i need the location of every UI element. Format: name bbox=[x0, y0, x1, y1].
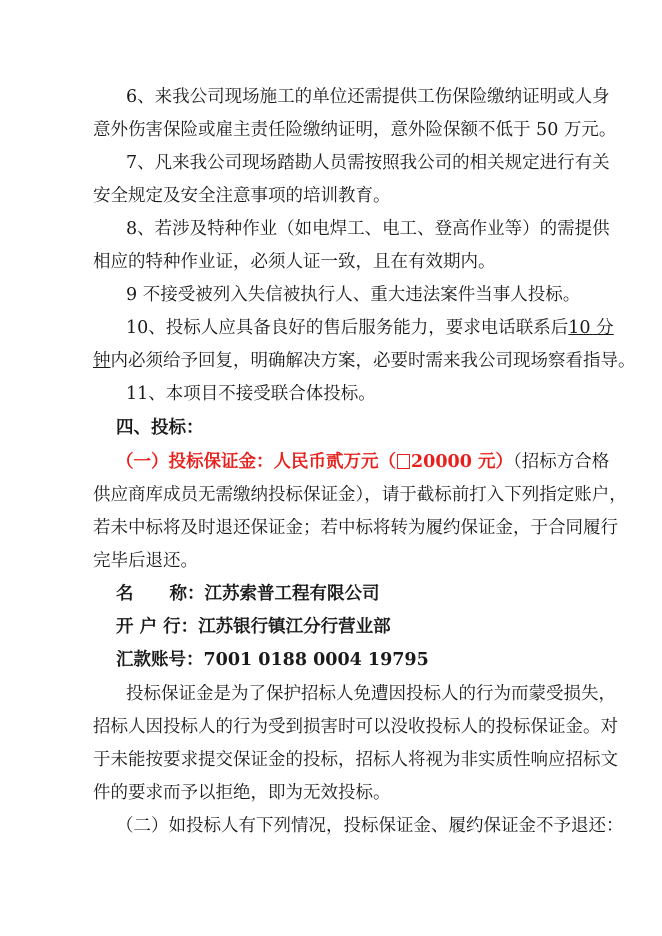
item-10-line-1 bbox=[126, 316, 614, 340]
checkbox-icon bbox=[397, 454, 410, 469]
item-10-text-cont: 内必须给予回复，明确解决方案，必要时需来我公司现场察看指导。 bbox=[110, 351, 636, 371]
deposit-line-2: 供应商库成员无需缴纳投标保证金），请于截标前打入下列指定账户， bbox=[93, 485, 627, 505]
note-1-line-4: 件的要求而予以拒绝，即为无效投标。 bbox=[93, 783, 391, 803]
note-1-line-2: 招标人因投标人的行为受到损害时可以没收投标人的投标保证金。对 bbox=[93, 717, 618, 737]
account-name-value: 江苏索普工程有限公司 bbox=[204, 584, 380, 604]
account-name-label-b: 称： bbox=[169, 584, 205, 604]
section-4-heading: 四、投标： bbox=[116, 418, 204, 438]
account-name-label-a: 名 bbox=[116, 584, 134, 604]
item-10-underlined-unit: 钟 bbox=[93, 351, 111, 371]
deposit-line-3: 若未中标将及时退还保证金；若中标将转为履约保证金，于合同履行 bbox=[93, 518, 618, 538]
note-2-line-1: （二）如投标人有下列情况，投标保证金、履约保证金不予退还： bbox=[116, 816, 624, 836]
deposit-line-1 bbox=[116, 450, 609, 474]
deposit-line-4: 完毕后退还。 bbox=[93, 551, 198, 571]
note-1-line-3: 于未能按要求提交保证金的投标，招标人将视为非实质性响应招标文 bbox=[93, 750, 618, 770]
item-10-line-2 bbox=[93, 349, 636, 373]
item-6-line-1: 6、来我公司现场施工的单位还需提供工伤保险缴纳证明或人身 bbox=[126, 87, 610, 107]
account-name-row bbox=[116, 582, 380, 606]
item-8-line-1: 8、若涉及特种作业（如电焊工、电工、登高作业等）的需提供 bbox=[126, 219, 610, 239]
deposit-amount-label: （一）投标保证金：人民币贰万元（ bbox=[116, 452, 396, 472]
item-11: 11、本项目不接受联合体投标。 bbox=[126, 384, 376, 404]
item-7-line-2: 安全规定及安全注意事项的培训教育。 bbox=[93, 186, 391, 206]
account-bank-row bbox=[116, 615, 391, 639]
account-number-label: 汇款账号： bbox=[116, 650, 204, 670]
item-8-line-2: 相应的特种作业证，必须人证一致，且在有效期内。 bbox=[93, 252, 496, 272]
account-number-value: 7001 0188 0004 19795 bbox=[203, 650, 429, 670]
item-10-underlined-time: 10 分 bbox=[568, 318, 614, 338]
deposit-amount-value: 20000 元） bbox=[411, 452, 513, 472]
account-bank-label: 开 户 行： bbox=[116, 617, 199, 637]
item-6-line-2: 意外伤害保险或雇主责任险缴纳证明，意外险保额不低于 50 万元。 bbox=[93, 120, 617, 140]
deposit-note-start: （招标方合格 bbox=[512, 452, 610, 472]
note-1-line-1: 投标保证金是为了保护招标人免遭因投标人的行为而蒙受损失， bbox=[126, 684, 616, 704]
item-7-line-1: 7、凡来我公司现场踏勘人员需按照我公司的相关规定进行有关 bbox=[126, 153, 610, 173]
item-10-text: 10、投标人应具备良好的售后服务能力，要求电话联系后 bbox=[126, 318, 569, 338]
account-number-row bbox=[116, 648, 429, 672]
item-9: 9 不接受被列入失信被执行人、重大违法案件当事人投标。 bbox=[126, 285, 581, 305]
account-bank-value: 江苏银行镇江分行营业部 bbox=[198, 617, 391, 637]
